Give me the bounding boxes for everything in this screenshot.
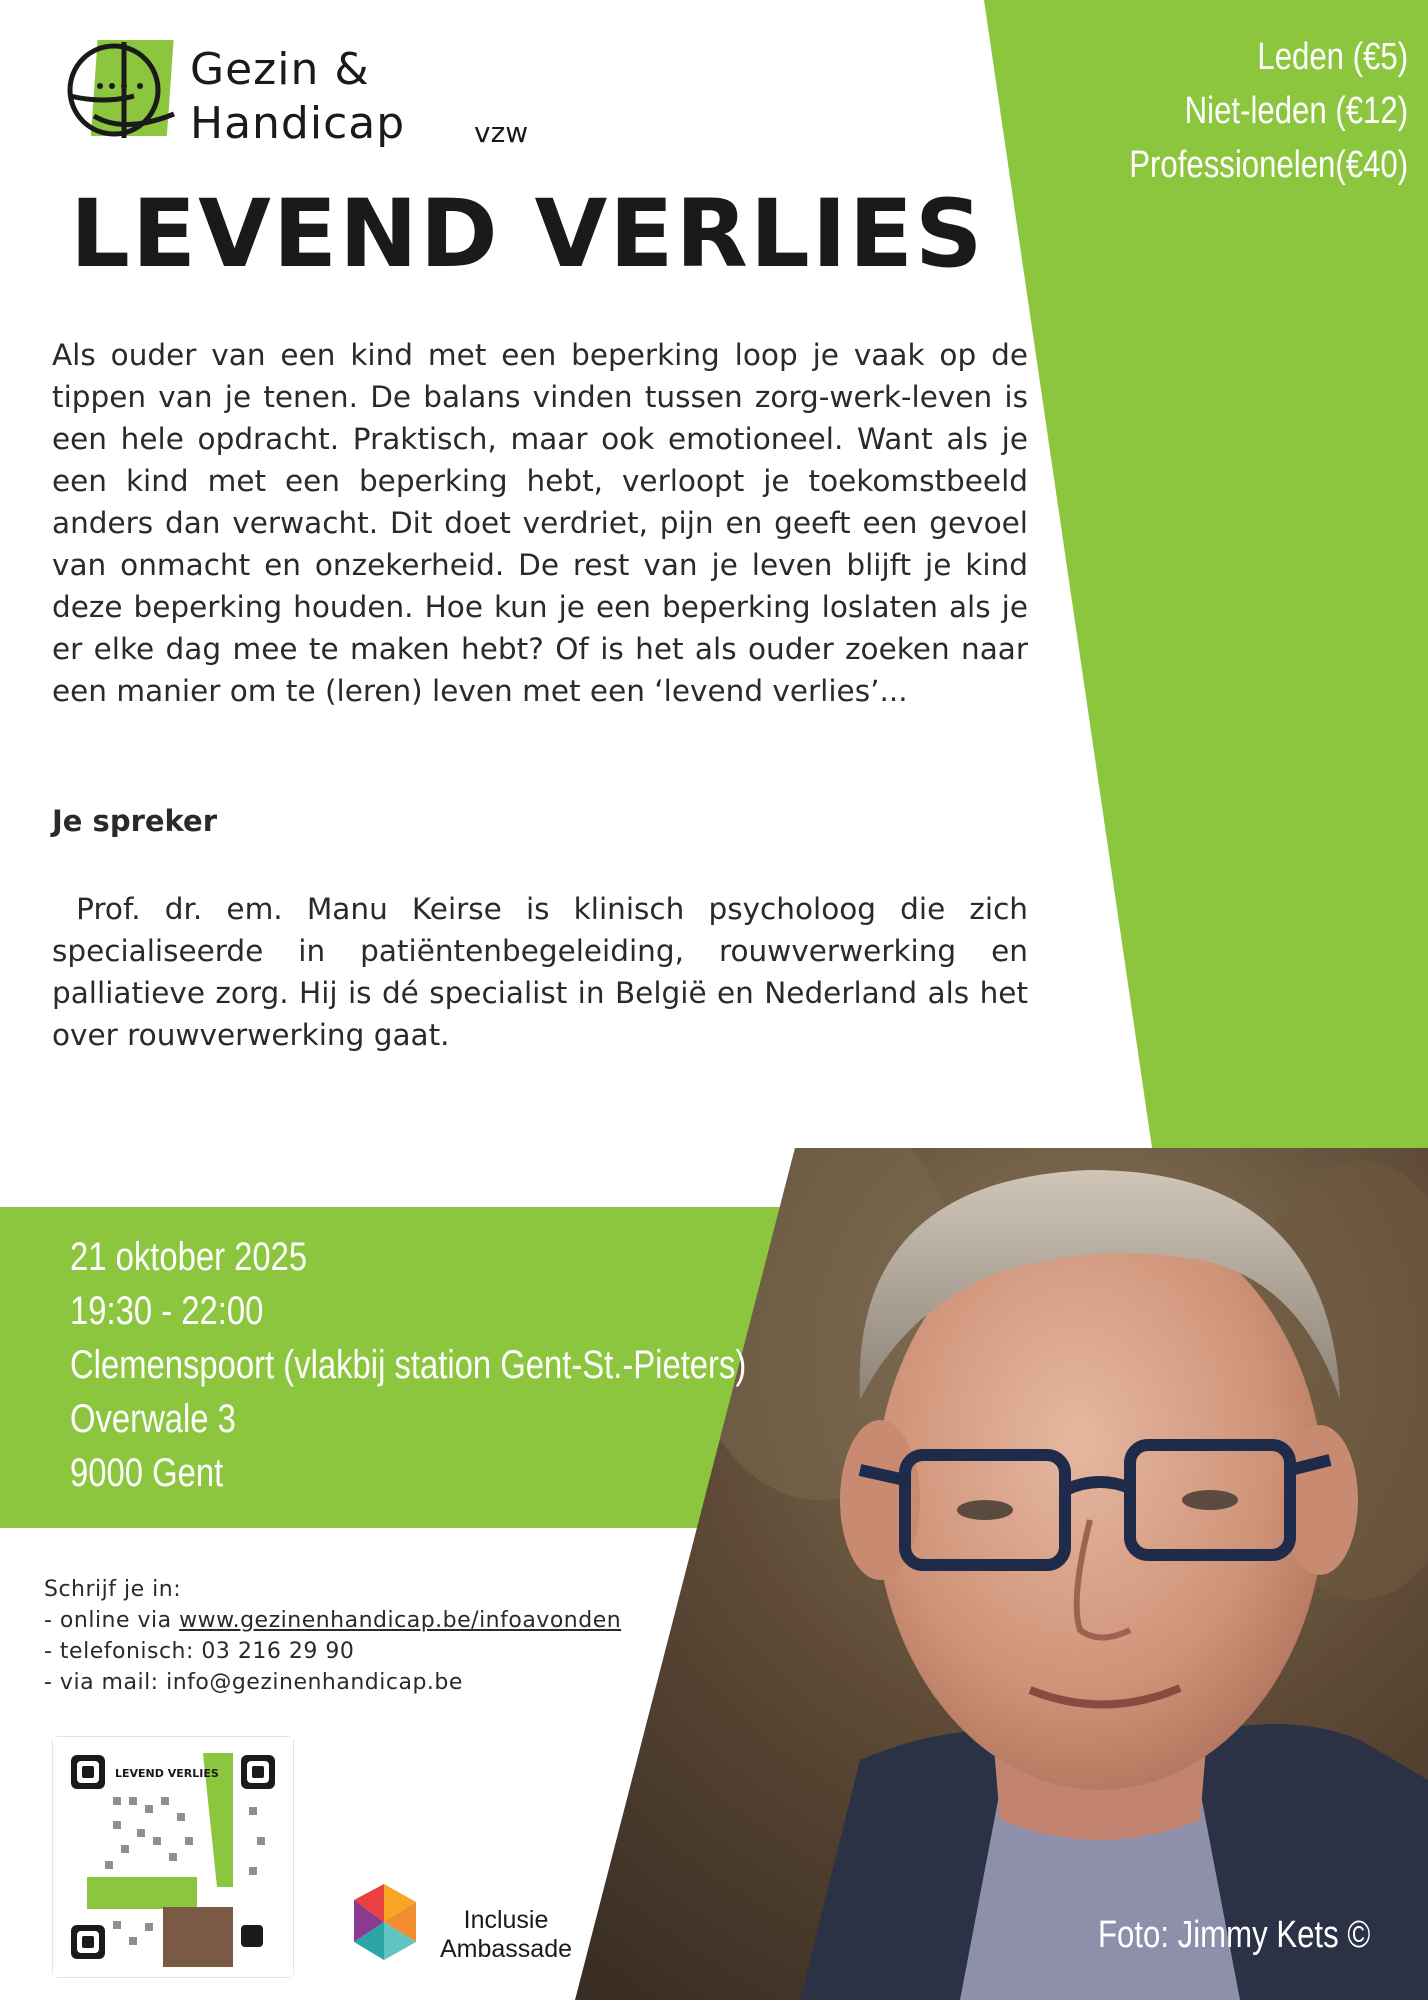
speaker-description xyxy=(52,888,1028,1056)
event-time: 19:30 - 22:00 xyxy=(70,1289,264,1333)
qr-code-box[interactable] xyxy=(52,1736,294,1978)
logo-suffix: vzw xyxy=(474,116,529,149)
signup-info xyxy=(44,1574,621,1698)
event-street: Overwale 3 xyxy=(70,1397,236,1441)
qr-caption: LEVEND VERLIES xyxy=(115,1767,219,1780)
logo-text-line1: Gezin & xyxy=(190,44,370,95)
price-professionals: Professionelen(€40) xyxy=(1129,144,1408,186)
price-list xyxy=(1129,30,1408,192)
photo-credit: Foto: Jimmy Kets © xyxy=(1098,1914,1371,1956)
speaker-text: Prof. dr. em. Manu Keirse is klinisch psycholoog die zich specialiseerde in patiëntenbegeleiding, rouwverwerking en palliatieve zorg. Hij is dé specialist in België en Nederland als het over rouwverwerking gaat. xyxy=(52,892,1029,1052)
partner-logo xyxy=(344,1880,424,1964)
logo-text-line2: Handicap xyxy=(190,98,406,149)
price-members: Leden (€5) xyxy=(1257,36,1408,78)
signup-mail: - via mail: info@gezinenhandicap.be xyxy=(44,1670,463,1695)
partner-name-line2: Ambassade xyxy=(440,1935,573,1963)
speaker-heading: Je spreker xyxy=(52,804,218,838)
page-title: LEVEND VERLIES xyxy=(70,180,985,289)
signup-online xyxy=(44,1605,621,1636)
signup-heading: Schrijf je in: xyxy=(44,1577,182,1602)
intro-paragraph: Als ouder van een kind met een beperking loop je vaak op de tippen van je tenen. De balans vinden tussen zorg-werk-leven is een hele opdracht. Praktisch, maar ook emotioneel. Want als je een kind met een beperking hebt, verloopt je toekomstbeeld anders dan verwacht. Dit doet verdriet, pijn en geeft een gevoel van onmacht en onzekerheid. De rest van je leven blijft je kind deze beperking houden. Hoe kun je een beperking loslaten als je er elke dag mee te maken hebt? Of is het als ouder zoeken naar een manier om te (leren) leven met een ‘levend verlies’... xyxy=(52,338,1028,708)
event-venue: Clemenspoort (vlakbij station Gent-St.-Pieters) xyxy=(70,1343,747,1387)
price-non-members: Niet-leden (€12) xyxy=(1184,90,1408,132)
event-details xyxy=(70,1230,746,1500)
family-hands-logo-icon xyxy=(64,34,184,144)
event-date: 21 oktober 2025 xyxy=(70,1235,308,1279)
inclusie-ambassade-logo-icon xyxy=(344,1880,424,1964)
partner-name xyxy=(440,1906,572,1964)
signup-phone: - telefonisch: 03 216 29 90 xyxy=(44,1639,355,1664)
partner-name-line1: Inclusie xyxy=(463,1906,549,1934)
event-city: 9000 Gent xyxy=(70,1451,224,1495)
signup-online-prefix: - online via xyxy=(44,1608,180,1633)
signup-link[interactable]: www.gezinenhandicap.be/infoavonden xyxy=(179,1608,622,1633)
